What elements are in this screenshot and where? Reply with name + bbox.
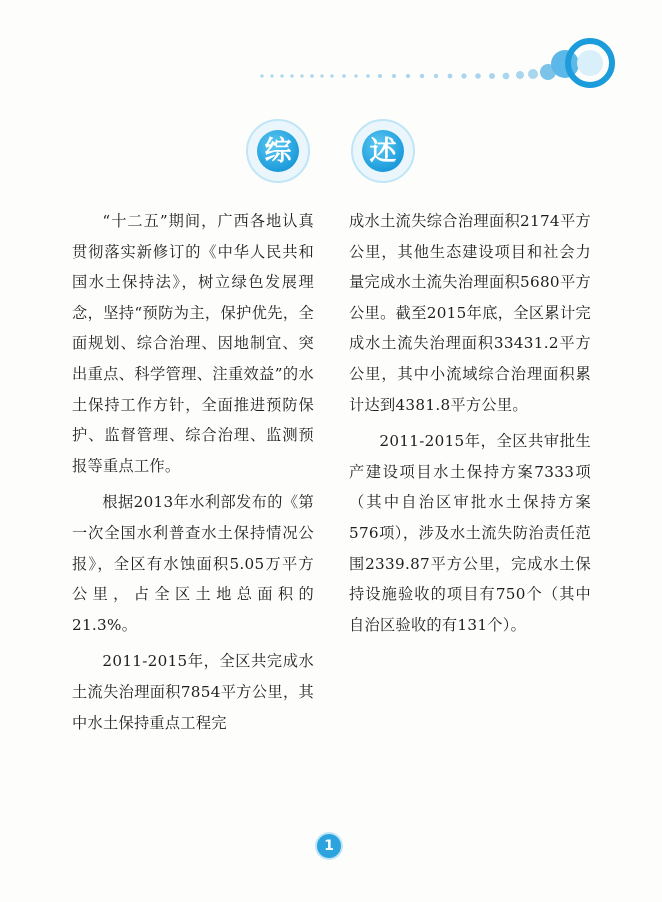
left-column <box>72 206 314 744</box>
heading-badge-2 <box>350 118 416 184</box>
paragraph: 根据2013年水利部发布的《第一次全国水利普查水土保持情况公报》，全区有水蚀面积5.05万平方公里，占全区土地总面积的21.3%。 <box>72 493 314 634</box>
paragraph: 2011-2015年，全区共审批生产建设项目水土保持方案7333项（其中自治区审批水土保持方案576项），涉及水土流失防治责任范围2339.87平方公里，完成水土保持设施验收的项目有750个（其中自治区验收的有131个）。 <box>349 432 591 634</box>
page-number: 1 <box>317 834 341 858</box>
paragraph: 2011-2015年，全区共完成水土流失治理面积7854平方公里，其中水土保持重点工程完 <box>72 652 314 732</box>
header-decoration <box>0 0 662 110</box>
heading-badge-1 <box>245 118 311 184</box>
paragraph: “十二五”期间，广西各地认真贯彻落实新修订的《中华人民共和国水土保持法》，树立绿色发展理念，坚持“预防为主，保护优先，全面规划、综合治理、因地制宜、突出重点、科学管理、注重效益”的水土保持工作方针，全面推进预防保护、监督管理、综合治理、监测预报等重点工作。 <box>72 212 314 475</box>
right-column <box>349 206 591 646</box>
heading-char-2: 述 <box>362 130 404 172</box>
paragraph: 成水土流失综合治理面积2174平方公里，其他生态建设项目和社会力量完成水土流失治理面积5680平方公里。截至2015年底，全区累计完成水土流失治理面积33431.2平方公里，其中小流域综合治理面积累计达到4381.8平方公里。 <box>349 212 591 414</box>
heading-char-1: 综 <box>257 130 299 172</box>
